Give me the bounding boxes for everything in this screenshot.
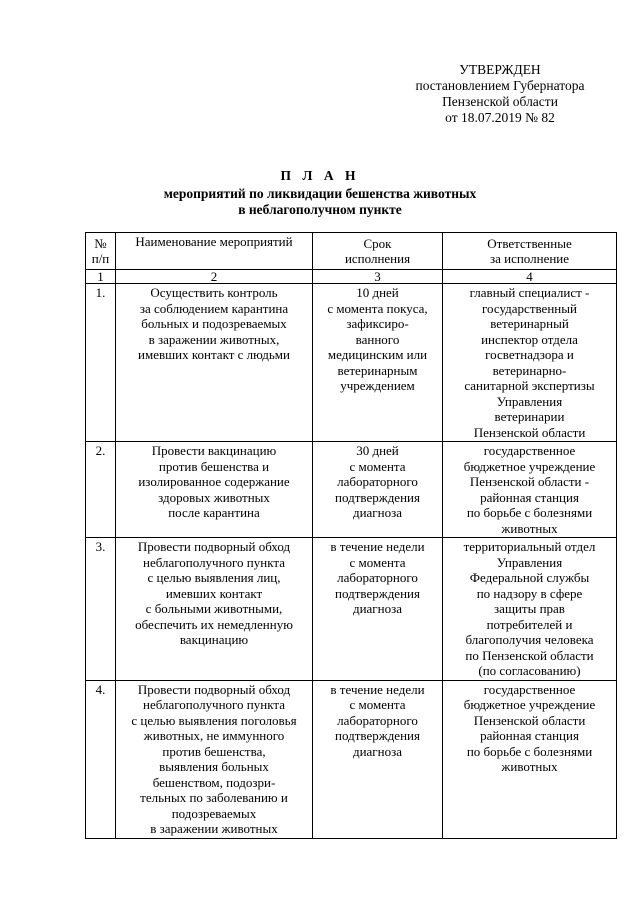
cell-text-line: Федеральной службы: [469, 570, 590, 585]
cell-text-line: с момента покуса,: [327, 300, 428, 316]
cell-text-line: (по согласованию): [478, 663, 581, 678]
cell-text-line: лабораторного: [337, 570, 418, 585]
cell-text-line: Провести подворный обход: [137, 681, 291, 697]
row-name-cell: [116, 442, 313, 538]
header-num: [86, 233, 116, 270]
cell-text-line: по борьбе с болезнями: [466, 505, 593, 520]
cell-text-line: по борьбе с болезнями: [466, 743, 593, 759]
header-text: Наименование мероприятий: [135, 234, 293, 249]
plan-table: [85, 232, 617, 839]
cell-text-line: Управления: [496, 554, 563, 570]
approval-line: постановлением Губернатора: [415, 78, 585, 93]
cell-text-line: Пензенской области: [473, 424, 586, 440]
row-number: 2.: [86, 442, 116, 538]
cell-text-line: после карантина: [168, 505, 260, 520]
row-number: 3.: [86, 538, 116, 681]
document-title: [60, 168, 580, 218]
cell-text-line: ванного: [355, 331, 400, 347]
cell-text-line: имевших контакт с людьми: [138, 347, 290, 362]
cell-text-line: ветеринарным: [337, 362, 418, 378]
cell-text-line: районная станция: [480, 489, 579, 505]
row-term-cell: [313, 680, 443, 838]
cell-text-line: государственный: [482, 300, 577, 316]
cell-text-line: имевших контакт: [165, 585, 263, 601]
cell-text-line: выявления больных: [159, 759, 269, 774]
cell-text-line: здоровых животных: [158, 489, 270, 505]
cell-text-line: лабораторного: [337, 474, 418, 489]
cell-text-line: животных, не иммунного: [143, 728, 285, 743]
cell-text-line: защиты прав: [494, 601, 565, 616]
row-resp-cell: [443, 442, 617, 538]
cell-text-line: Провести подворный обход: [137, 539, 291, 554]
cell-text-line: 10 дней: [356, 285, 399, 300]
cell-text-line: с момента: [349, 554, 406, 570]
cell-text-line: против бешенства,: [162, 743, 266, 759]
cell-text-line: с целью выявления поголовья: [131, 712, 297, 728]
cell-text-line: госветнадзора и: [485, 347, 574, 362]
cell-text-line: подозреваемых: [171, 805, 257, 821]
table-row: [86, 284, 617, 442]
cell-text-line: санитарной экспертизы: [464, 378, 595, 393]
cell-text-line: подтверждения: [335, 489, 420, 505]
cell-text-line: Пензенской области -: [469, 474, 590, 489]
cell-text-line: бюджетное учреждение: [463, 697, 596, 712]
cell-text-line: бюджетное учреждение: [463, 458, 596, 474]
cell-text-line: районная станция: [480, 728, 579, 743]
approval-block: [380, 62, 620, 126]
cell-text-line: неблагополучного пункта: [143, 697, 285, 712]
cell-text-line: по надзору в сфере: [476, 585, 583, 601]
plan-subtitle-line: в неблагополучном пункте: [238, 202, 402, 217]
column-index: 3: [313, 270, 443, 284]
approval-line: Пензенской области: [442, 94, 558, 109]
row-number: 1.: [86, 284, 116, 442]
cell-text-line: подтверждения: [335, 728, 420, 743]
cell-text-line: главный специалист -: [469, 285, 590, 300]
cell-text-line: подтверждения: [335, 585, 420, 601]
cell-text-line: с момента: [349, 697, 406, 712]
cell-text-line: диагноза: [352, 743, 403, 759]
approval-line: от 18.07.2019 № 82: [445, 110, 555, 125]
plan-heading: П Л А Н: [280, 168, 360, 183]
row-term-cell: [313, 284, 443, 442]
header-text: Ответственные: [487, 235, 572, 251]
header-term: [313, 233, 443, 270]
cell-text-line: в заражении животных,: [148, 331, 280, 347]
plan-subtitle-line: мероприятий по ликвидации бешенства животных: [163, 186, 477, 201]
header-text: исполнения: [344, 251, 411, 266]
cell-text-line: бешенством, подозри-: [152, 774, 276, 790]
cell-text-line: в течение недели: [330, 681, 425, 697]
cell-text-line: диагноза: [352, 601, 403, 616]
table-row: [86, 538, 617, 681]
cell-text-line: диагноза: [352, 505, 403, 520]
column-index: 1: [86, 270, 116, 284]
cell-text-line: зафиксиро-: [346, 316, 409, 331]
cell-text-line: в заражении животных: [150, 821, 278, 836]
row-resp-cell: [443, 538, 617, 681]
cell-text-line: неблагополучного пункта: [143, 554, 285, 570]
table-header-row: [86, 233, 617, 270]
cell-text-line: ветеринарии: [494, 409, 565, 424]
cell-text-line: с целью выявления лиц,: [147, 570, 281, 585]
table-row: [86, 442, 617, 538]
cell-text-line: с момента: [349, 458, 406, 474]
cell-text-line: вакцинацию: [179, 632, 249, 647]
cell-text-line: Пензенской области: [473, 712, 586, 728]
row-term-cell: [313, 538, 443, 681]
header-name: [116, 233, 313, 270]
column-index: 4: [443, 270, 617, 284]
table-row: [86, 680, 617, 838]
column-index: 2: [116, 270, 313, 284]
cell-text-line: в течение недели: [330, 539, 425, 554]
cell-text-line: медицинским или: [327, 347, 428, 362]
row-term-cell: [313, 442, 443, 538]
cell-text-line: больных и подозреваемых: [141, 316, 287, 331]
header-text: Срок: [363, 235, 392, 251]
cell-text-line: территориальный отдел: [463, 539, 596, 554]
cell-text-line: государственное: [483, 443, 576, 458]
row-resp-cell: [443, 680, 617, 838]
cell-text-line: инспектор отдела: [481, 331, 578, 347]
cell-text-line: по Пензенской области: [465, 647, 594, 663]
cell-text-line: ветеринарный: [490, 316, 569, 331]
row-name-cell: [116, 538, 313, 681]
cell-text-line: за соблюдением карантина: [139, 300, 289, 316]
cell-text-line: государственное: [483, 681, 576, 697]
header-text: п/п: [91, 251, 110, 266]
cell-text-line: изолированное содержание: [138, 474, 290, 489]
cell-text-line: с больными животными,: [145, 601, 283, 616]
cell-text-line: Провести вакцинацию: [151, 443, 277, 458]
approval-line: УТВЕРЖДЕН: [459, 62, 541, 77]
cell-text-line: учреждением: [340, 378, 415, 393]
row-resp-cell: [443, 284, 617, 442]
cell-text-line: лабораторного: [337, 712, 418, 728]
row-number: 4.: [86, 680, 116, 838]
cell-text-line: животных: [501, 759, 558, 774]
column-index-row: [86, 270, 617, 284]
header-text: №: [94, 235, 107, 251]
cell-text-line: Осуществить контроль: [150, 285, 278, 300]
cell-text-line: потребителей и: [486, 616, 573, 632]
cell-text-line: Управления: [496, 393, 563, 409]
cell-text-line: 30 дней: [356, 443, 399, 458]
cell-text-line: животных: [501, 520, 558, 536]
cell-text-line: благополучия человека: [465, 632, 594, 647]
cell-text-line: обеспечить их немедленную: [135, 616, 293, 632]
cell-text-line: против бешенства и: [158, 458, 270, 474]
header-text: за исполнение: [489, 251, 570, 266]
row-name-cell: [116, 284, 313, 442]
cell-text-line: тельных по заболеванию и: [140, 790, 288, 805]
row-name-cell: [116, 680, 313, 838]
cell-text-line: ветеринарно-: [492, 362, 567, 378]
header-resp: [443, 233, 617, 270]
